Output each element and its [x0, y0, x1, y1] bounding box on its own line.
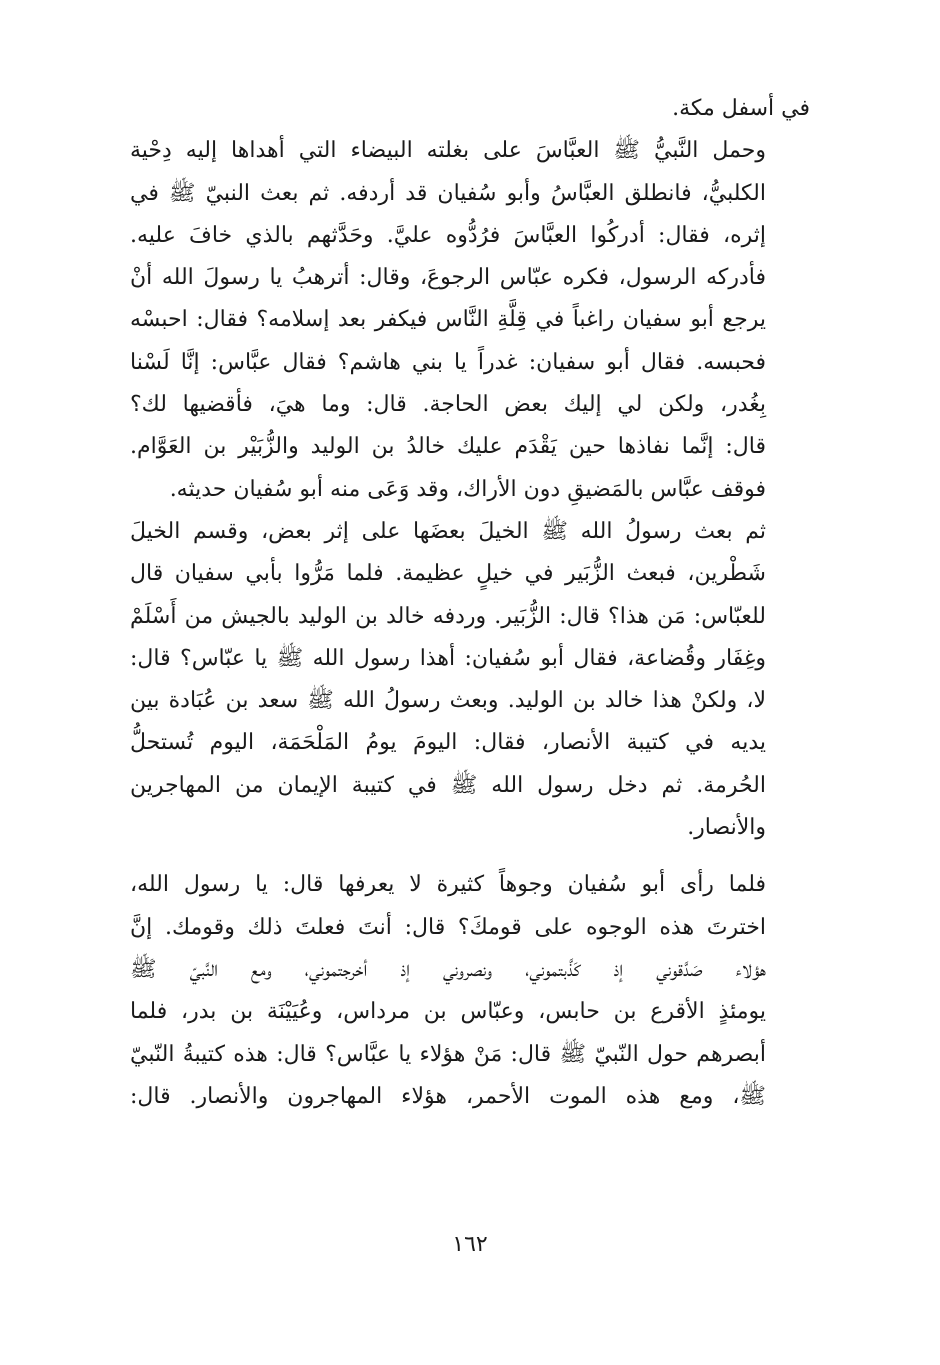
text-line: الكلبيُّ، فانطلق العبَّاسُ وأبو سُفيان قد أردفه. ثم بعث النبيّ ﷺ في — [130, 180, 766, 206]
text-line: لا، ولكنْ هذا خالد بن الوليد. وبعث رسولُ الله ﷺ سعد بن عُبَادة بين — [130, 688, 766, 714]
text-line: يرجع أبو سفيان راغباً في قِلَّةِ النَّاس فيكفر بعد إسلامه؟ فقال: احبسْه — [130, 307, 766, 333]
text-line: فأدركه الرسول، فكره عبّاس الرجوعَ، وقال: أترهبُ يا رسولَ الله أنْ — [130, 265, 766, 291]
text-line: ثم بعث رسولُ الله ﷺ الخيلَ بعضَها على إثر بعض، وقسم الخيلَ — [130, 518, 766, 544]
text-line: أبصرهم حول النّبيّ ﷺ قال: مَنْ هؤلاء يا عبَّاس؟ قال: هذه كتيبةُ النّبيّ — [130, 1041, 766, 1067]
text-line: في أسفل مكة. — [672, 96, 810, 121]
text-line: وغِفَار وقُضاعة، فقال أبو سُفيان: أهذا رسول الله ﷺ يا عبّاس؟ قال: — [130, 645, 766, 671]
text-line: والأنصار. — [687, 815, 766, 841]
text-line: فحبسه. فقال أبو سفيان: غدراً يا بني هاشم؟ فقال عبَّاس: إنَّا لَسْنا — [130, 349, 766, 375]
text-line: فلما رأى أبو سُفيان وجوهاً كثيرة لا يعرفها قال: يا رسول الله، — [130, 872, 766, 898]
paragraph-1 — [130, 88, 810, 130]
paragraph-3 — [130, 511, 810, 849]
text-line: يومئذٍ الأقرع بن حابس، وعبّاس بن مرداس، وعُيَيْنَة بن بدر، فلما — [130, 999, 766, 1025]
text-line: بِغُدر، ولكن لي إليك بعض الحاجة. قال: وما هيَ، فأقضيها لك؟ — [130, 392, 766, 418]
text-line: للعبّاس: مَن هذا؟ قال: الزُّبَير. وردفه خالد بن الوليد بالجيش من أَسْلَمْ — [130, 603, 766, 629]
text-line: ﷺ، ومع هذه الموت الأحمر، هؤلاء المهاجرون والأنصار. قال: — [130, 1083, 766, 1109]
text-line: الحُرمة. ثم دخل رسول الله ﷺ في كتيبة الإيمان من المهاجرين — [130, 772, 766, 798]
page-body — [130, 88, 810, 1118]
paragraph-4 — [130, 864, 810, 1118]
text-line: وحمل النَّبيُّ ﷺ العبَّاسَ على بغلته البيضاء التي أهداها إليه دِحْية — [130, 138, 766, 164]
paragraph-2 — [130, 130, 810, 511]
text-line: إثره، فقال: أدركُوا العبَّاسَ فرُدُّوه عليَّ. وحَدَّثهم بالذي خافَ عليه. — [130, 222, 766, 248]
text-line: قال: إنَّما نفاذها حين يَقْدَم عليك خالدُ بن الوليد والزُّبَيْر بن العَوَّام. — [130, 434, 766, 460]
text-line: يديه في كتيبة الأنصار، فقال: اليومَ يومُ المَلْحَمَة، اليوم تُستحلُّ — [130, 730, 766, 756]
text-line: شَطْرين، فبعث الزُّبَير في خيلٍ عظيمة. فلما مَرُّوا بأبي سفيان قال — [130, 561, 766, 587]
text-line: فوقف عبَّاس بالمَضيقِ دون الأراك، وقد وَعَى منه أبو سُفيان حديثه. — [169, 476, 766, 502]
page-number: ١٦٢ — [452, 1232, 488, 1257]
text-line: اخترتَ هذه الوجوه على قومكَ؟ قال: أنتَ فعلتَ ذلك وقومك. إنَّ — [130, 914, 766, 940]
text-line: هؤلاء صَدَّقوني إذ كَذَّبتموني، ونصروني إذ أخرجتموني، ومع النَّبيّ ﷺ — [130, 956, 766, 982]
